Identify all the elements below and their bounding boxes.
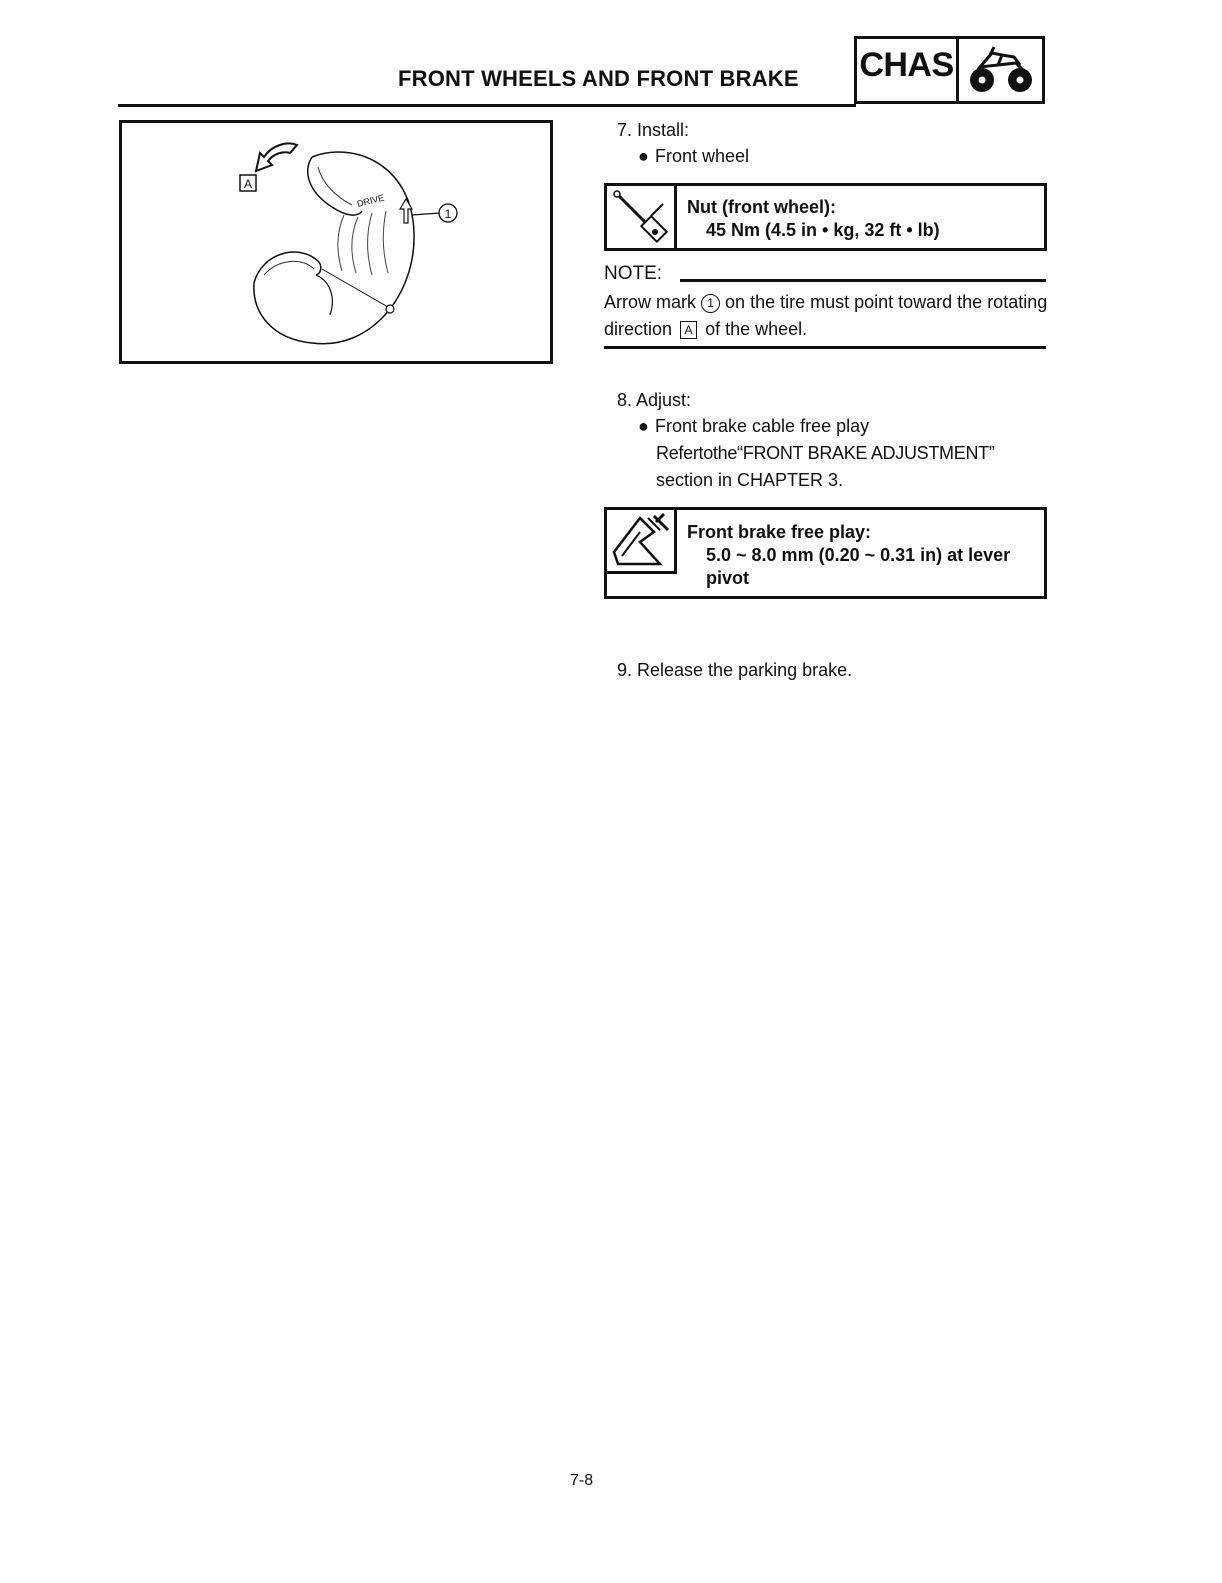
- figure-label-a: A: [243, 177, 253, 191]
- section-badge-label: CHAS: [857, 39, 959, 101]
- torque-spec-title: Nut (front wheel):: [687, 197, 836, 217]
- torque-spec-box: [604, 183, 1047, 251]
- step-7: 7. Install:: [617, 120, 690, 140]
- section-badge: [854, 36, 1045, 104]
- note-rule: [680, 279, 1046, 282]
- step-7-bullet: [638, 143, 749, 169]
- gauge-caliper-icon: [607, 510, 677, 574]
- note-label: NOTE:: [604, 263, 663, 284]
- free-play-spec-box: [604, 507, 1047, 599]
- note-text-part-3: of the wheel.: [705, 319, 808, 339]
- free-play-spec-value-line-2: pivot: [706, 568, 749, 588]
- bullet-icon: ●: [638, 416, 649, 436]
- tire-illustration: [119, 120, 553, 364]
- tire-marking-text: DRIVE: [356, 192, 386, 209]
- free-play-spec-value-line-1: 5.0 ~ 8.0 mm (0.20 ~ 0.31 in) at lever: [706, 545, 1011, 565]
- free-play-spec-text: [677, 510, 1010, 596]
- note-ref-1: 1: [701, 294, 720, 313]
- page-number: 7-8: [570, 1472, 594, 1489]
- step-9: 9. Release the parking brake.: [617, 660, 853, 680]
- free-play-spec-title: Front brake free play:: [687, 522, 872, 542]
- torque-wrench-icon: [607, 186, 677, 248]
- torque-spec-value: 45 Nm (4.5 in • kg, 32 ft • lb): [706, 220, 940, 240]
- note-text: [604, 289, 1050, 343]
- bullet-icon: ●: [638, 146, 649, 166]
- step-8-reference-line-1: Refertothe“FRONT BRAKE ADJUSTMENT”: [656, 443, 995, 463]
- rotation-arrow-icon: [256, 144, 297, 172]
- callout-1: 1: [444, 207, 452, 221]
- note-end-rule: [604, 346, 1046, 349]
- note-text-part-2: on the tire must point toward the rotating direction: [604, 292, 1048, 339]
- note-ref-a: A: [680, 321, 697, 339]
- step-8-bullet: [638, 413, 869, 439]
- header-rule: [118, 104, 856, 107]
- step-7-bullet-text: Front wheel: [655, 146, 750, 166]
- note-text-part-1: Arrow mark: [604, 292, 697, 312]
- page-title: FRONT WHEELS AND FRONT BRAKE: [398, 66, 799, 91]
- step-8: 8. Adjust:: [617, 390, 692, 410]
- step-8-reference-line-2: section in CHAPTER 3.: [656, 470, 844, 490]
- atv-icon: [959, 39, 1042, 101]
- step-8-bullet-text: Front brake cable free play: [655, 416, 870, 436]
- torque-spec-text: [677, 186, 940, 248]
